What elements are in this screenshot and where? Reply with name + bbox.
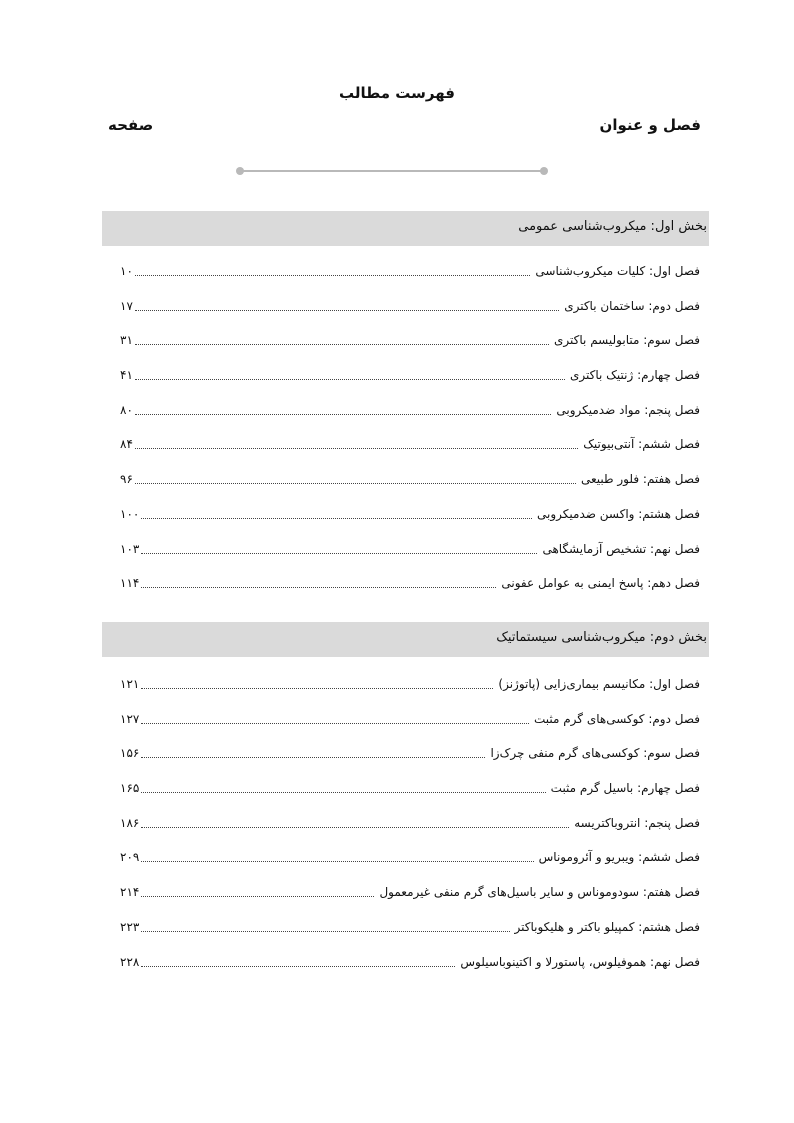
dot-leader xyxy=(141,781,545,793)
toc-entry-title: فصل سوم: متابولیسم باکتری xyxy=(554,333,700,348)
section-title: بخش اول: میکروب‌شناسی عمومی xyxy=(518,219,707,234)
page-title: فهرست مطالب xyxy=(339,84,455,102)
toc-entry[interactable] xyxy=(120,403,700,438)
toc-entry-title: فصل هشتم: واکسن ضدمیکروبی xyxy=(537,506,700,521)
toc-entry-page-number: ۱۰۰ xyxy=(120,506,140,521)
toc-entry-title: فصل نهم: تشخیص آزمایشگاهی xyxy=(542,541,700,556)
toc-entry[interactable] xyxy=(120,472,700,507)
toc-entry[interactable] xyxy=(120,507,700,542)
dot-leader xyxy=(141,850,533,862)
toc-entry-page-number: ۴۱ xyxy=(120,368,133,383)
dot-leader xyxy=(141,955,455,967)
dot-leader xyxy=(141,576,496,588)
toc-entry[interactable] xyxy=(120,850,700,885)
toc-entry-title: فصل نهم: هموفیلوس، پاستورلا و اکتینوباسیلوس xyxy=(460,954,700,969)
divider-end-dot xyxy=(236,167,244,175)
page-column-header: صفحه xyxy=(108,116,154,134)
dot-leader xyxy=(135,333,549,345)
toc-entry-page-number: ۱۰ xyxy=(120,264,133,278)
toc-list-section-2 xyxy=(120,677,700,989)
toc-entry-page-number: ۲۲۸ xyxy=(120,954,140,969)
toc-entry[interactable] xyxy=(120,746,700,781)
dot-leader xyxy=(141,816,569,828)
chapter-column-header: فصل و عنوان xyxy=(599,116,701,134)
toc-entry[interactable] xyxy=(120,955,700,990)
section-header-general-microbiology xyxy=(102,211,709,246)
dot-leader xyxy=(141,885,374,897)
toc-entry-page-number: ۱۸۶ xyxy=(120,815,140,830)
toc-entry[interactable] xyxy=(120,781,700,816)
toc-entry-page-number: ۱۵۶ xyxy=(120,746,140,761)
toc-entry-page-number: ۲۱۴ xyxy=(120,885,140,900)
toc-entry-title: فصل پنجم: مواد ضدمیکروبی xyxy=(556,402,700,417)
toc-entry-page-number: ۲۰۹ xyxy=(120,850,140,865)
toc-entry-title: فصل چهارم: ژنتیک باکتری xyxy=(569,368,700,383)
toc-entry-title: فصل ششم: آنتی‌بیوتیک xyxy=(583,437,700,452)
toc-entry[interactable] xyxy=(120,816,700,851)
toc-entry-title: فصل دوم: کوکسی‌های گرم مثبت xyxy=(533,711,700,726)
toc-entry[interactable] xyxy=(120,712,700,747)
dot-leader xyxy=(135,299,559,311)
section-title: بخش دوم: میکروب‌شناسی سیستماتیک xyxy=(496,630,707,645)
toc-entry[interactable] xyxy=(120,299,700,334)
dot-leader xyxy=(141,920,509,932)
toc-entry-page-number: ۱۰۳ xyxy=(120,541,140,556)
dot-leader xyxy=(135,264,531,276)
toc-list-section-1 xyxy=(120,264,700,611)
toc-entry-page-number: ۳۱ xyxy=(120,333,133,348)
toc-entry-title: فصل هشتم: کمپیلو باکتر و هلیکوباکتر xyxy=(514,919,700,934)
dot-leader xyxy=(135,368,565,380)
toc-entry-title: فصل هفتم: سودوموناس و سایر باسیل‌های گرم منفی غیرمعمول xyxy=(379,885,700,900)
toc-entry[interactable] xyxy=(120,264,700,299)
toc-entry[interactable] xyxy=(120,677,700,712)
toc-entry[interactable] xyxy=(120,437,700,472)
dot-leader xyxy=(141,677,493,689)
toc-entry-page-number: ۱۶۵ xyxy=(120,781,140,796)
dot-leader xyxy=(135,437,578,449)
divider-end-dot xyxy=(540,167,548,175)
toc-entry[interactable] xyxy=(120,542,700,577)
dot-leader xyxy=(135,472,576,484)
toc-entry-page-number: ۱۱۴ xyxy=(120,576,140,591)
toc-entry[interactable] xyxy=(120,576,700,611)
dot-leader xyxy=(141,712,529,724)
toc-entry[interactable] xyxy=(120,885,700,920)
toc-entry-title: فصل سوم: کوکسی‌های گرم منفی چرک‌زا xyxy=(490,746,700,761)
dot-leader xyxy=(141,507,532,519)
toc-entry-title: فصل دوم: ساختمان باکتری xyxy=(564,298,700,313)
toc-entry-title: فصل چهارم: باسیل گرم مثبت xyxy=(550,781,700,796)
toc-entry-page-number: ۲۲۳ xyxy=(120,919,140,934)
toc-entry-title: فصل پنجم: انتروباکتریسه xyxy=(574,815,700,830)
dot-leader xyxy=(141,746,485,758)
toc-entry-page-number: ۸۴ xyxy=(120,437,133,452)
toc-entry[interactable] xyxy=(120,920,700,955)
toc-entry-title: فصل دهم: پاسخ ایمنی به عوامل عفونی xyxy=(501,576,700,591)
toc-entry-page-number: ۸۰ xyxy=(120,402,133,417)
toc-entry-title: فصل اول: مکانیسم بیماری‌زایی (پاتوژنز) xyxy=(498,677,700,691)
toc-entry-title: فصل ششم: ویبریو و آئروموناس xyxy=(538,850,700,865)
toc-entry-page-number: ۱۷ xyxy=(120,298,133,313)
toc-entry-page-number: ۹۶ xyxy=(120,472,133,487)
dot-leader xyxy=(141,542,537,554)
toc-entry-title: فصل اول: کلیات میکروب‌شناسی xyxy=(535,264,700,278)
toc-entry[interactable] xyxy=(120,333,700,368)
toc-entry-title: فصل هفتم: فلور طبیعی xyxy=(580,472,700,487)
ornamental-divider xyxy=(238,170,546,172)
toc-entry-page-number: ۱۲۱ xyxy=(120,677,140,691)
dot-leader xyxy=(135,403,551,415)
toc-entry-page-number: ۱۲۷ xyxy=(120,711,140,726)
toc-entry[interactable] xyxy=(120,368,700,403)
section-header-systematic-microbiology xyxy=(102,622,709,657)
